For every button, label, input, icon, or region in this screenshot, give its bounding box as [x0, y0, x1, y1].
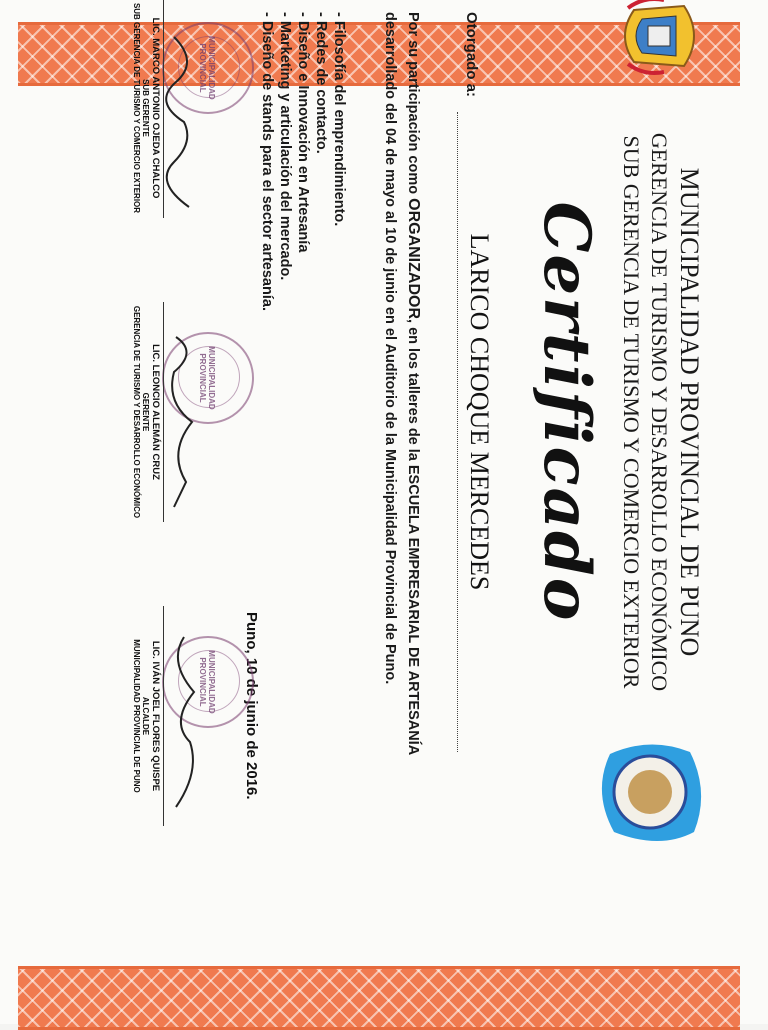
list-item: - Marketing y articulación del mercado. — [277, 12, 293, 281]
signer-name: LIC. LEONCIO ALEMÁN CRUZ — [150, 344, 161, 480]
signature-line — [163, 606, 164, 826]
header-line-2: GERENCIA DE TURISMO Y DESARROLLO ECONÓMICO — [647, 132, 672, 692]
header-line-1: MUNICIPALIDAD PROVINCIAL DE PUNO — [675, 167, 704, 657]
signature-icon — [164, 332, 204, 512]
certificate-title: Certificado — [529, 201, 604, 623]
signature-icon — [164, 32, 204, 212]
stamp-text: MUNICIPALIDAD PROVINCIAL — [198, 36, 216, 100]
header-line-3: SUB GERENCIA DE TURISMO Y COMERCIO EXTERIOR — [619, 135, 644, 689]
signature-icon — [164, 632, 204, 812]
stamp-text: MUNICIPALIDAD PROVINCIAL — [198, 650, 216, 714]
signer-name: LIC. IVÁN JOEL FLORES QUISPE — [150, 640, 161, 792]
awarded-label: Otorgado a: — [463, 12, 480, 97]
signature-block-gerente — [132, 282, 164, 542]
participation-paragraph — [404, 12, 422, 832]
topics-list — [258, 12, 348, 311]
certificate-content — [44, 0, 724, 852]
signer-name: LIC. MARCO ANTONIO OJEDA CHALCO — [150, 17, 161, 199]
recipient-name: LARICO CHOQUE MERCEDES — [465, 233, 494, 591]
signer-role: ALCALDE — [141, 696, 150, 736]
signature-line — [163, 0, 164, 218]
signature-block-alcalde — [132, 586, 164, 846]
signer-role: SUB GERENTE — [141, 79, 150, 137]
list-item: - Diseño e Innovación en Artesanía — [295, 12, 311, 253]
signature-block-subgerente — [132, 0, 164, 238]
list-item: - Diseño de stands para el sector artesanía. — [259, 12, 275, 311]
decorative-border-bottom — [18, 966, 740, 1030]
signer-office: SUB GERENCIA DE TURISMO Y COMERCIO EXTERIOR — [132, 2, 141, 214]
list-item: - Redes de contacto. — [313, 12, 329, 154]
participation-text-start: Por su participación como — [405, 12, 421, 199]
signature-line — [163, 302, 164, 522]
name-underline — [457, 112, 458, 752]
list-item: - Filosofía del emprendimiento. — [331, 12, 347, 227]
signer-office: MUNICIPALIDAD PROVINCIAL DE PUNO — [132, 639, 141, 793]
issue-date: Puno, 10 de junio de 2016. — [243, 612, 260, 800]
stamp-text: MUNICIPALIDAD PROVINCIAL — [198, 346, 216, 410]
signer-office: GERENCIA DE TURISMO Y DESARROLLO ECONÓMICO — [132, 305, 141, 519]
participation-role: ORGANIZADOR — [405, 198, 422, 320]
signer-role: GERENTE — [141, 392, 150, 432]
event-details-paragraph: desarrollado del 04 de mayo al 10 de junio en el Auditorio de la Municipalidad Provincial de Puno. — [382, 12, 398, 685]
participation-text-end: , en los talleres de la ESCUELA EMPRESARIAL DE ARTESANÍA — [405, 319, 421, 756]
escuela-logo-icon — [590, 732, 710, 852]
